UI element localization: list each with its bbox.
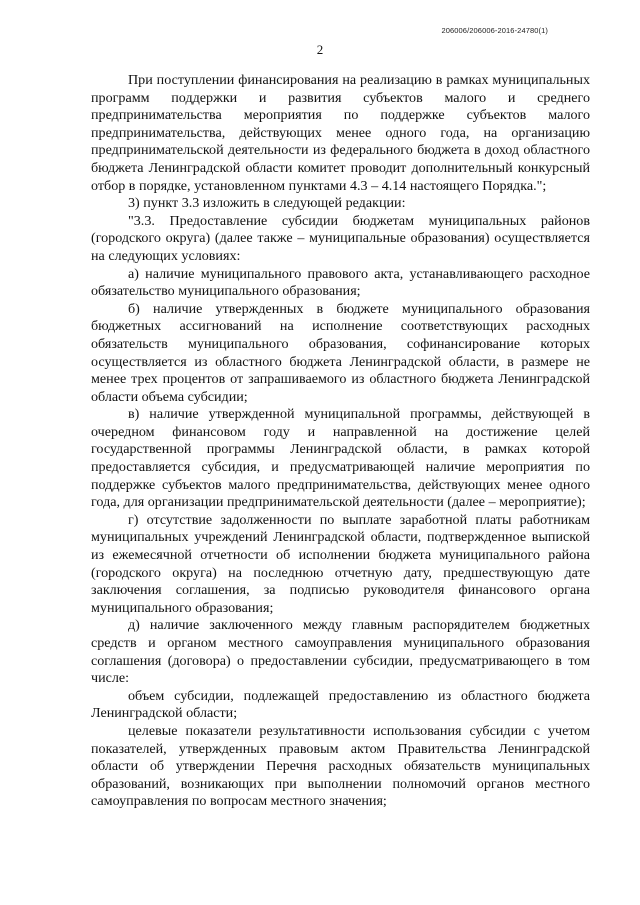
- paragraph-condition-b: б) наличие утвержденных в бюджете муниципального образования бюджетных ассигнований на исполнение соответствующих расходных обязательств муниципального образования, софинансирование которых осуществляется из областного бюджета Ленинградской области, в размере не менее трех процентов от запрашиваемого из областного бюджета Ленинградской области объема субсидии;: [91, 300, 590, 405]
- paragraph-condition-d: д) наличие заключенного между главным распорядителем бюджетных средств и органом местного самоуправления муниципального образования соглашения (договора) о предоставлении субсидии, предусматривающего в том числе:: [91, 617, 590, 687]
- paragraph-funding-intro: При поступлении финансирования на реализацию в рамках муниципальных программ поддержки и развития субъектов малого и среднего предпринимательства мероприятия по поддержке субъектов малого предпринимательства, действующих менее одного года, на организацию предпринимательской деятельности из федерального бюджета в доход областного бюджета Ленинградской области комитет проводит дополнительный конкурсный отбор в порядке, установленном пунктами 4.3 – 4.14 настоящего Порядка.";: [91, 72, 590, 194]
- paragraph-clause-3-3: "3.3. Предоставление субсидии бюджетам муниципальных районов (городского округа) (далее также – муниципальные образования) осуществляется на следующих условиях:: [91, 212, 590, 264]
- paragraph-subsidy-amount: объем субсидии, подлежащей предоставлению из областного бюджета Ленинградской области;: [91, 687, 590, 722]
- page-number: 2: [316, 42, 324, 57]
- paragraph-condition-v: в) наличие утвержденной муниципальной программы, действующей в очередном финансовом году и направленной на достижение целей государственной программы Ленинградской области, в рамках которой предоставляется субсидия, и предусматривающей наличие мероприятия по поддержке субъектов малого предпринимательства, действующих менее одного года, для организации предпринимательской деятельности (далее – мероприятие);: [91, 406, 590, 511]
- document-id: 206006/206006-2016-24780(1): [441, 26, 548, 35]
- paragraph-condition-g: г) отсутствие задолженности по выплате заработной платы работникам муниципальных учреждений Ленинградской области, подтвержденное выпиской из ежемесячной отчетности об исполнении бюджета муниципального района (городского округа) на последнюю отчетную дату, предшествующую дате заключения соглашения, за подписью руководителя финансового органа муниципального образования;: [91, 511, 590, 616]
- paragraph-item-3-intro: 3) пункт 3.3 изложить в следующей редакции:: [128, 195, 406, 212]
- paragraph-condition-a: а) наличие муниципального правового акта, устанавливающего расходное обязательство муниципального образования;: [91, 265, 590, 300]
- paragraph-target-indicators: целевые показатели результативности использования субсидии с учетом показателей, утвержденных правовым актом Правительства Ленинградской области об утверждении Перечня расходных обязательств муниципальных образований, возникающих при выполнении полномочий органов местного самоуправления по вопросам местного значения;: [91, 722, 590, 810]
- document-body: [91, 72, 590, 811]
